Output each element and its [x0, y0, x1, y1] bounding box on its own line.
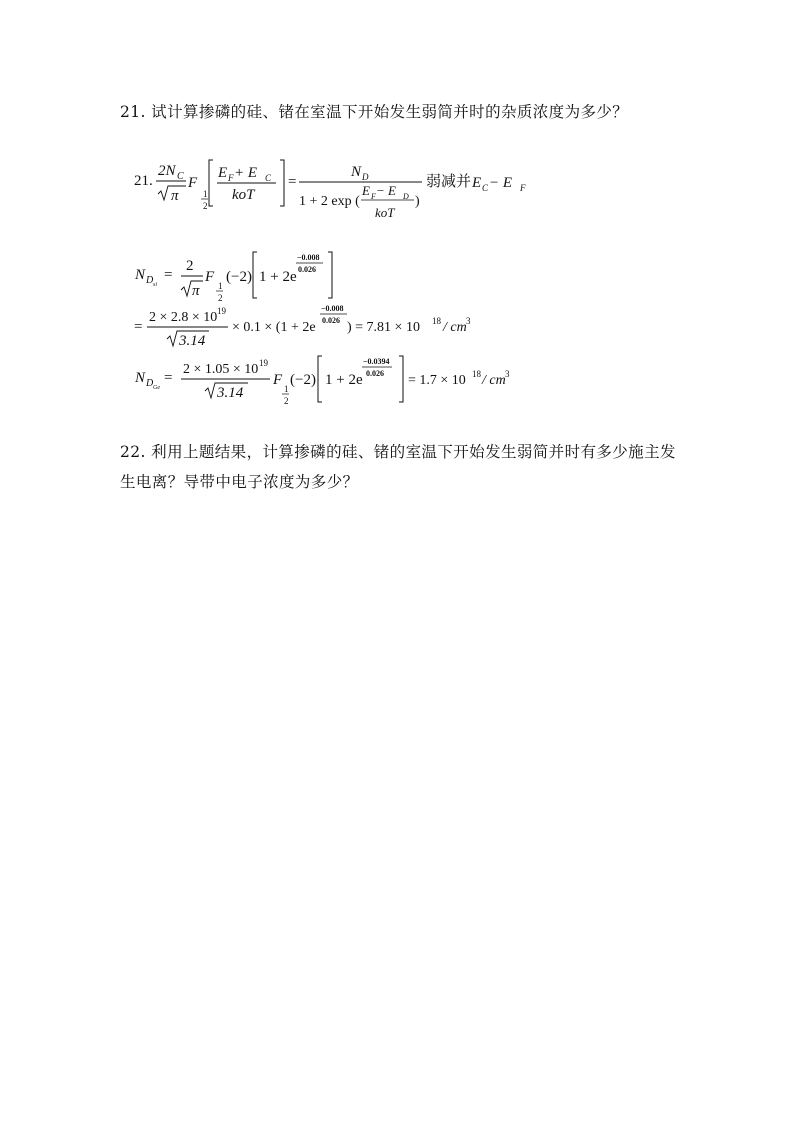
eq-number: 21.: [134, 173, 153, 189]
svg-text:E: E: [218, 165, 228, 181]
left-bracket: [209, 160, 213, 206]
svg-text:3: 3: [505, 369, 510, 379]
svg-text:1: 1: [218, 281, 223, 291]
svg-text:19: 19: [217, 306, 226, 316]
svg-text:0.026: 0.026: [366, 369, 384, 378]
svg-text:1 + 2e: 1 + 2e: [325, 372, 363, 388]
svg-text:19: 19: [259, 358, 268, 368]
fermi-integral-F: F: [188, 175, 198, 191]
svg-text:3.14: 3.14: [217, 385, 244, 401]
svg-text:N: N: [135, 370, 146, 386]
svg-text:F: F: [205, 269, 215, 285]
svg-text:1 + 2 exp (: 1 + 2 exp (: [299, 194, 360, 209]
svg-text:−0.008: −0.008: [321, 304, 344, 313]
svg-text:=: =: [164, 370, 173, 386]
svg-text:1: 1: [284, 384, 289, 394]
svg-text:=: =: [134, 319, 143, 335]
svg-text:3.14: 3.14: [179, 333, 206, 349]
question-22: [120, 437, 700, 497]
svg-text:3: 3: [466, 316, 471, 326]
coef-numerator: 2N: [158, 163, 176, 179]
question-21: 21. 试计算掺磷的硅、锗在室温下开始发生弱简并时的杂质浓度为多少？: [120, 103, 629, 121]
half-den: 2: [203, 201, 208, 211]
svg-text:D: D: [362, 172, 369, 182]
sqrt-pi: π: [171, 188, 179, 204]
svg-text:2 × 1.05 × 10: 2 × 1.05 × 10: [183, 362, 259, 377]
svg-text:E: E: [472, 175, 482, 191]
svg-text:(−2): (−2): [226, 269, 252, 285]
svg-text:− E: − E: [489, 175, 513, 191]
svg-text:): ): [415, 194, 420, 209]
svg-text:C: C: [265, 173, 272, 183]
svg-text:D: D: [146, 275, 154, 286]
svg-text:(−2): (−2): [290, 372, 316, 388]
svg-text:F: F: [273, 372, 283, 388]
svg-text:si: si: [153, 282, 158, 288]
svg-text:=: =: [288, 174, 297, 190]
svg-text:−0.0394: −0.0394: [363, 357, 390, 366]
svg-text:D: D: [403, 192, 409, 201]
svg-text:koT: koT: [375, 205, 395, 220]
half-num: 1: [203, 189, 208, 199]
svg-text:D: D: [146, 378, 154, 389]
svg-text:= 1.7 × 10: = 1.7 × 10: [408, 373, 466, 388]
svg-text:× 0.1 × (1 + 2e: × 0.1 × (1 + 2e: [232, 320, 316, 335]
equation-21: [134, 160, 526, 220]
svg-text:N: N: [351, 164, 362, 180]
svg-text:0.026: 0.026: [298, 265, 316, 274]
svg-text:− E: − E: [376, 183, 396, 198]
svg-text:koT: koT: [232, 187, 255, 203]
svg-text:2: 2: [284, 396, 289, 406]
svg-text:π: π: [192, 283, 200, 299]
svg-text:0.026: 0.026: [322, 316, 340, 325]
svg-text:F: F: [371, 192, 376, 201]
svg-text:F: F: [520, 183, 526, 193]
equation-nd-ge: [134, 356, 510, 406]
svg-text:C: C: [482, 183, 489, 193]
svg-text:/ cm: / cm: [443, 320, 467, 335]
svg-text:2 × 2.8 × 10: 2 × 2.8 × 10: [149, 310, 218, 325]
svg-text:18: 18: [472, 369, 481, 379]
coef-numerator-sub: C: [177, 171, 184, 182]
svg-text:=: =: [164, 267, 173, 283]
svg-text:2: 2: [186, 258, 194, 274]
svg-text:18: 18: [432, 316, 441, 326]
svg-text:) = 7.81 × 10: ) = 7.81 × 10: [347, 320, 420, 335]
equation-value-si: [134, 304, 471, 349]
weak-degenerate-label: 弱减并: [426, 174, 472, 190]
svg-text:E: E: [362, 183, 370, 198]
svg-text:Ge: Ge: [153, 385, 160, 391]
svg-text:1 + 2e: 1 + 2e: [259, 269, 297, 285]
svg-text:N: N: [135, 267, 146, 283]
svg-text:2: 2: [218, 293, 223, 303]
svg-text:−0.008: −0.008: [297, 253, 320, 262]
right-bracket: [280, 160, 284, 206]
svg-text:F: F: [228, 173, 234, 183]
question-22-line2: 生电离？导带中电子浓度为多少？: [120, 473, 359, 491]
svg-text:/ cm: / cm: [482, 373, 506, 388]
equation-nd-si: [134, 252, 332, 303]
svg-text:+ E: + E: [234, 165, 258, 181]
question-22-line1: 22. 利用上题结果，计算掺磷的硅、锗的室温下开始发生弱简并时有多少施主发: [120, 443, 676, 461]
